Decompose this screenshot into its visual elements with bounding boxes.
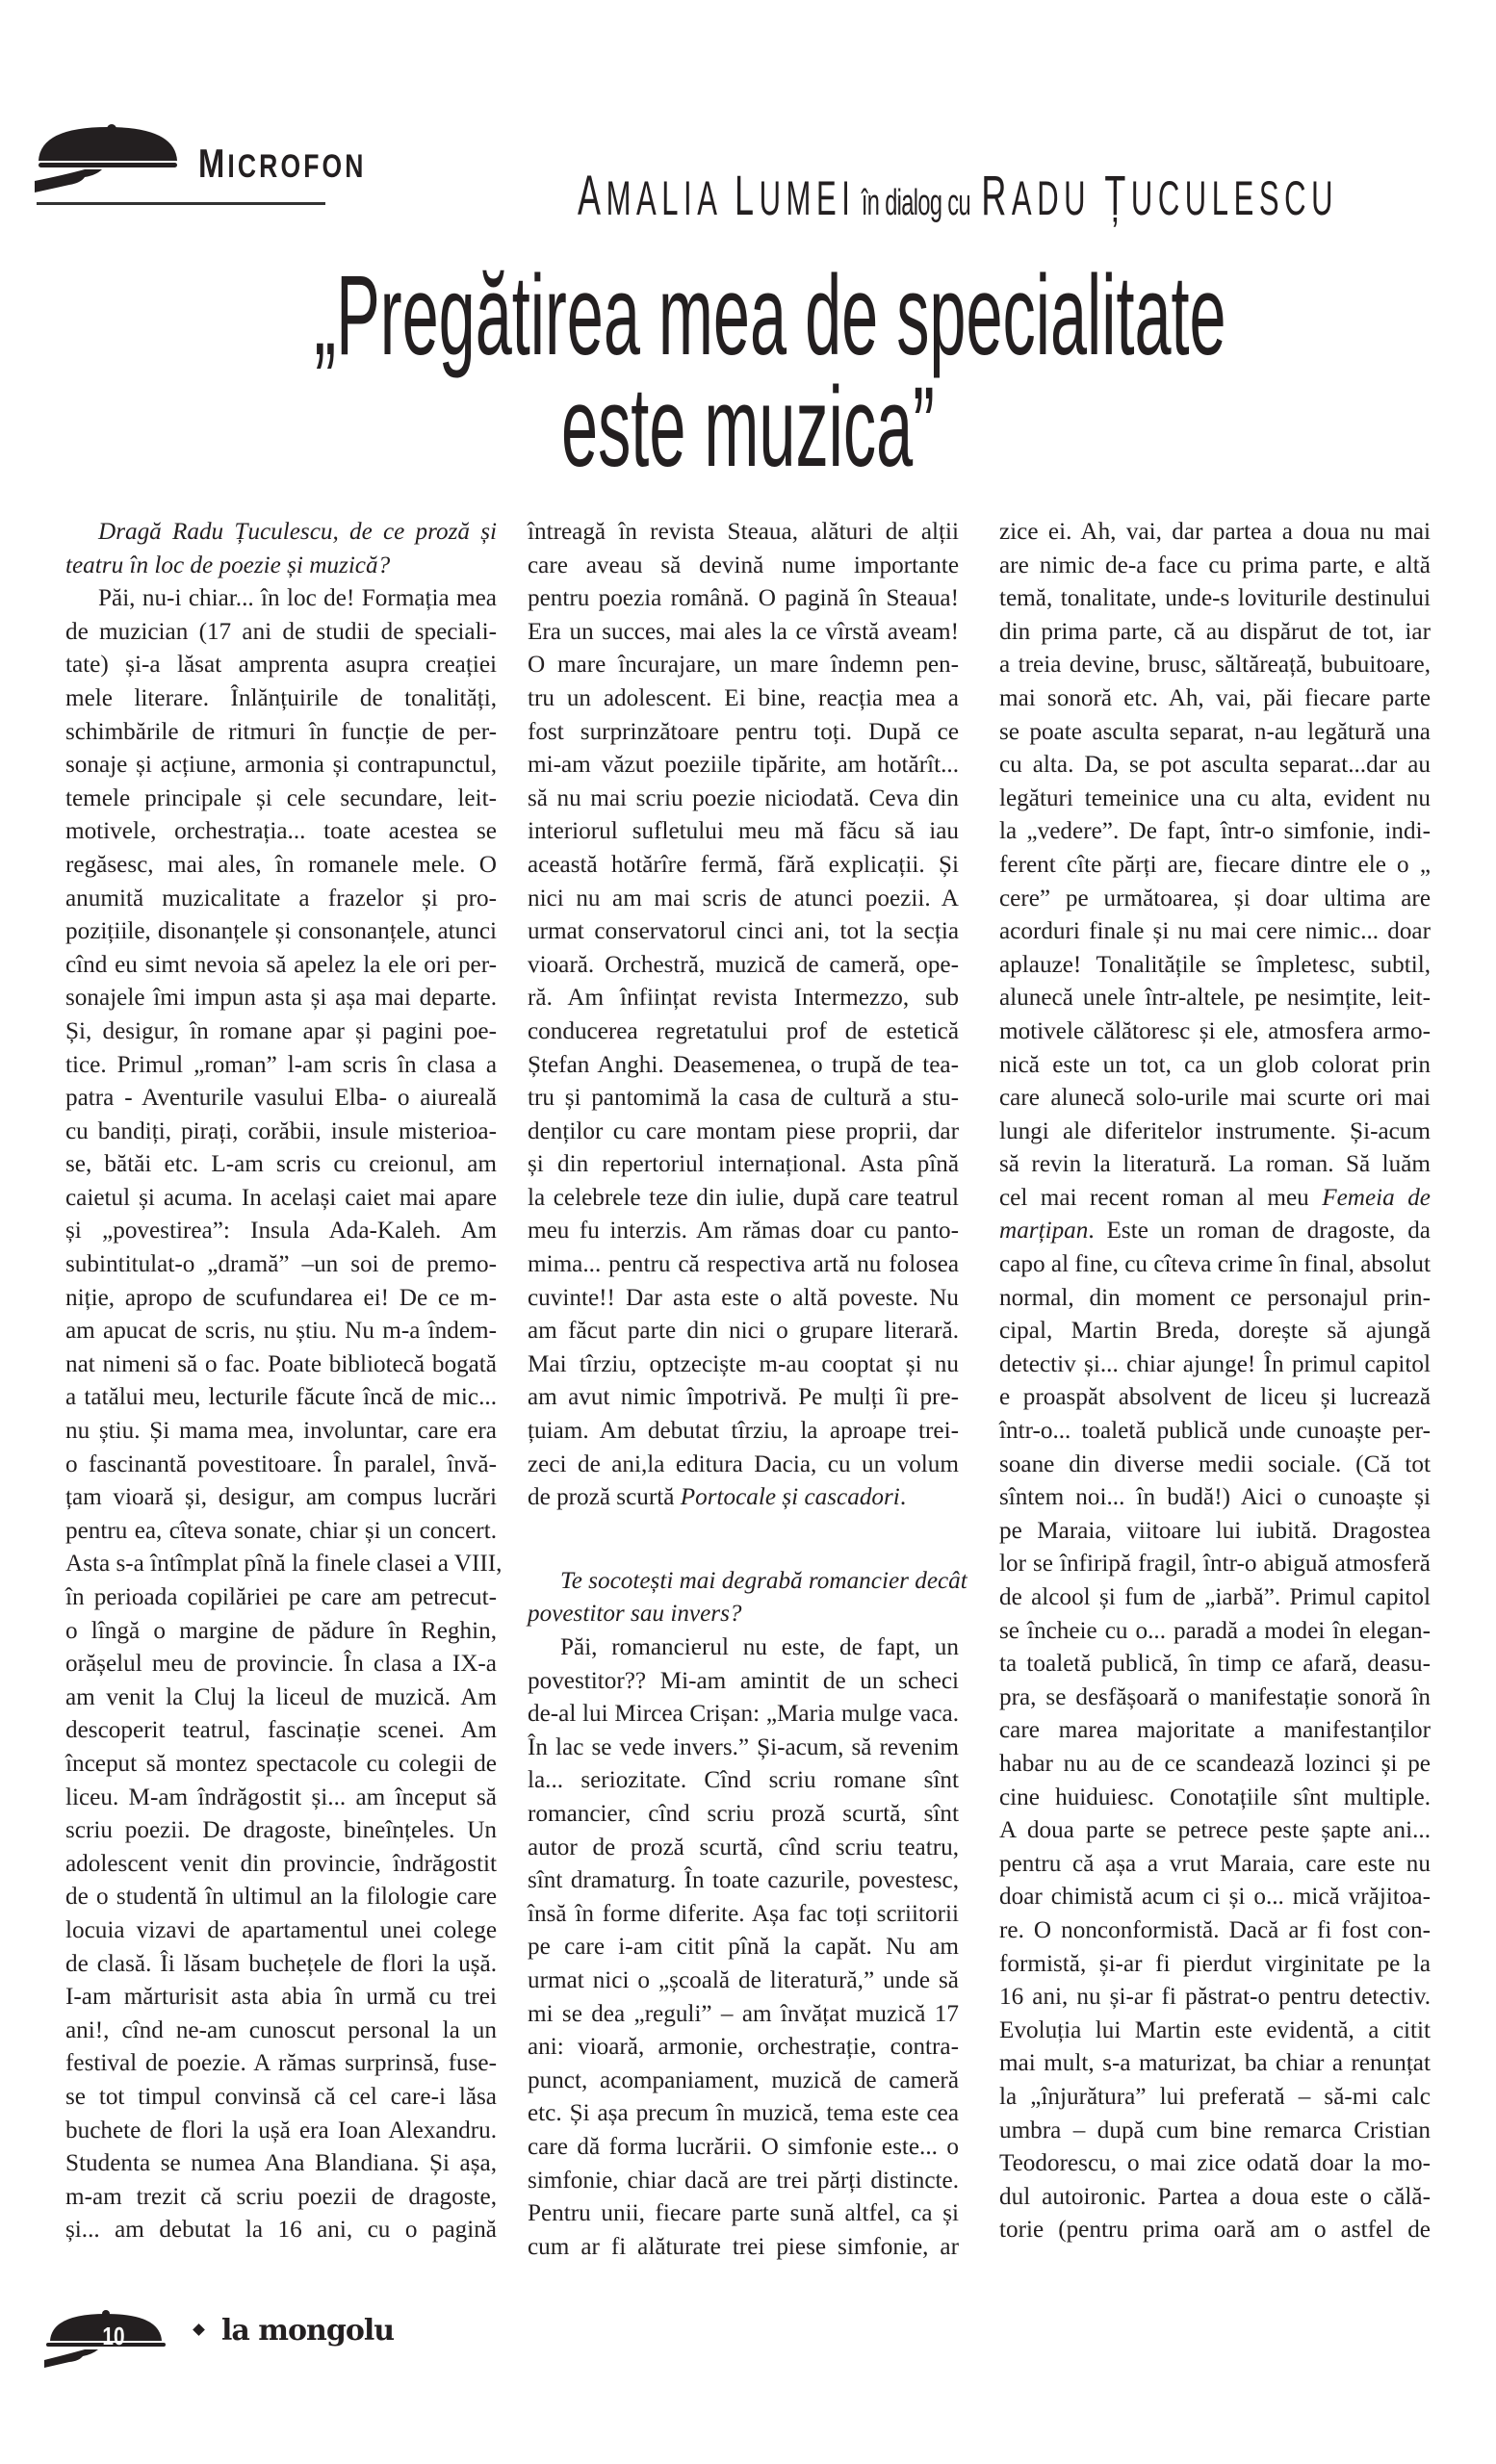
byline (578, 164, 1338, 228)
body-text-line: să nu mai scriu poezie niciodată. Ceva din (528, 784, 959, 811)
body-text-line: umbra – după cum bine remarca Cristian (999, 2117, 1431, 2143)
article-column-2 (528, 516, 967, 2264)
interviewee-name: RADU ȚUCULESCU (981, 165, 1339, 227)
body-text-line: de alcool și fum de „iarbă”. Primul capitol (999, 1584, 1431, 1610)
body-text-line: autor de proză scurtă, cînd scriu teatru, (528, 1834, 959, 1861)
body-text-line: nu știu. Și mama mea, involuntar, care era (65, 1418, 497, 1445)
section-label-initial: M (198, 141, 228, 186)
body-text-line: pe care i-am citit pînă la capăt. Nu am (528, 1934, 959, 1961)
body-text-line: mi se dea „reguli” – am învățat muzică 17 (528, 2000, 959, 2027)
body-text-line: mai mult, s-a maturizat, ba chiar a renunțat (999, 2050, 1431, 2077)
body-text-line: romancier, cînd scriu proză scurtă, sînt (528, 1800, 959, 1827)
body-text-line: țam vioară și, desigur, am compus lucrări (65, 1484, 497, 1511)
body-text-line: mele literare. Înlănțuirile de tonalități, (65, 684, 497, 711)
body-text-line: marțipan. Este un roman de dragoste, da (999, 1218, 1431, 1245)
body-text-line: am apucat de scris, nu știu. Nu m-a îndem- (65, 1318, 497, 1345)
body-text-line: buchete de flori la ușă era Ioan Alexandru. (65, 2117, 497, 2143)
body-text-line: mi-am văzut poeziile tipărite, am hotărît... (528, 752, 959, 779)
body-text-line: la „înjurătura” lui preferată – să-mi calc (999, 2083, 1431, 2110)
body-text-line: sînt dramaturg. În toate cazurile, povestesc, (528, 1867, 959, 1894)
body-text-line: lungi ale diferitelor instrumente. Și-acum (999, 1117, 1431, 1144)
body-text-line: nici nu am mai scris de atunci poezii. A (528, 885, 959, 911)
body-text-line: nică este un tot, ca un glob colorat prin (999, 1051, 1431, 1078)
body-text-line: sîntem noi... în budă!) Aici o cunoaște și (999, 1484, 1431, 1511)
body-text-line: însă în forme diferite. Așa fac toți scriitorii (528, 1900, 959, 1927)
body-text-line: a treia devine, brusc, săltăreață, bubuitoare, (999, 652, 1431, 679)
body-text-line: cel mai recent roman al meu Femeia de (999, 1184, 1431, 1211)
body-text-line: cu alta. Da, se pot asculta separat...dar au (999, 752, 1431, 779)
body-text-line: motivele, orchestrația... toate acestea se (65, 818, 497, 845)
body-text-line: și „povestirea”: Insula Ada-Kaleh. Am (65, 1218, 497, 1245)
body-text-line: nat nimeni să o fac. Poate bibliotecă bogată (65, 1350, 497, 1377)
diamond-bullet-icon (193, 2323, 205, 2336)
body-text-line: dul autoironic. Partea a doua este o călă- (999, 2183, 1431, 2210)
body-text-line: are nimic de-a face cu prima parte, e altă (999, 552, 1431, 578)
page-footer (50, 2314, 435, 2381)
body-text-line: motivele călătoresc și ele, atmosfera armo- (999, 1017, 1431, 1044)
body-text-line: și... am debutat la 16 ani, cu o pagină (65, 2217, 497, 2244)
body-text-line: scriu poezii. De dragoste, bineînțeles. Un (65, 1817, 497, 1844)
body-text-line: temele principale și cele secundare, leit- (65, 784, 497, 811)
body-text-line: Ștefan Anghi. Deasemenea, o trupă de tea- (528, 1051, 959, 1078)
body-text-line: mai sonoră etc. Ah, vai, păi fiecare parte (999, 684, 1431, 711)
body-text-line: Era un succes, mai ales la ce vîrstă aveam! (528, 618, 959, 645)
body-text-line: fost surprinzătoare pentru toți. După ce (528, 718, 959, 745)
section-label-rest: ICROFON (227, 148, 367, 185)
title-line-2: este muzica” (561, 364, 935, 491)
body-text-line: zeci de ani,la editura Dacia, cu un volum (528, 1450, 959, 1477)
body-text-line: zice ei. Ah, vai, dar partea a doua nu mai (999, 519, 1431, 545)
body-text-line: o fascinantă povestitoare. În paralel, învă- (65, 1450, 497, 1477)
book-title: Portocale și cascadori (680, 1484, 900, 1511)
byline-connector: în dialog cu (861, 183, 970, 223)
body-text-line: detectiv și... chiar ajunge! În primul capitol (999, 1350, 1431, 1377)
body-text-line: pentru că așa a vrut Maraia, care este nu (999, 1850, 1431, 1877)
body-text-line: legături temeinice una cu alta, evident nu (999, 784, 1431, 811)
body-text-line: din prima parte, că au dispărut de tot, iar (999, 618, 1431, 645)
publication-logo: la mongolu (221, 2314, 395, 2348)
body-text-line: de-al lui Mircea Crișan: „Maria mulge vaca. (528, 1701, 959, 1728)
body-text-line: Păi, romancierul nu este, de fapt, un (560, 1634, 959, 1660)
body-text-line: am venit la Cluj la liceul de muzică. Am (65, 1683, 497, 1710)
body-text-line: tru și pantomimă la casa de cultură a stu- (528, 1085, 959, 1112)
body-text-line: punct, acompaniament, muzică de cameră (528, 2066, 959, 2093)
body-text-line: care marea majoritate a manifestanților (999, 1717, 1431, 1744)
body-text-line: denților cu care montam piese proprii, dar (528, 1117, 959, 1144)
body-text-line: niție, apropo de scufundarea ei! De ce m- (65, 1284, 497, 1311)
body-text-line: re. O nonconformistă. Dacă ar fi fost con- (999, 1916, 1431, 1943)
body-text-line: cînd eu simt nevoia să apelez la ele ori per- (65, 951, 497, 978)
body-text-line: capo al fine, cu cîteva crime în final, absolut (999, 1251, 1431, 1278)
body-text-line: pe Maraia, viitoare lui iubită. Dragostea (999, 1517, 1431, 1544)
body-text-line: regăsesc, mai ales, în romanele mele. O (65, 851, 497, 878)
section-header (35, 123, 503, 200)
body-text-line: soane din diverse medii sociale. (Că tot (999, 1450, 1431, 1477)
body-text-line: pentru ea, cîteva sonate, chiar și un concert. (65, 1517, 497, 1544)
body-text-line: 16 ani, nu și-ar fi păstrat-o pentru detectiv. (999, 1984, 1431, 2011)
interview-question-line: teatru în loc de poezie și muzică? (65, 552, 391, 578)
body-text-line: interiorul sufletului meu mă făcu să iau (528, 818, 959, 845)
body-text-line: formistă, și-ar fi pierdut virginitate pe la (999, 1950, 1431, 1977)
book-title: Femeia de (1322, 1184, 1431, 1211)
interview-question-line: povestitor sau invers? (528, 1601, 742, 1628)
body-text-line: început să montez spectacole cu colegii de (65, 1750, 497, 1777)
body-text-line: schimbările de ritmuri în funcție de per- (65, 718, 497, 745)
body-text-line: Mai tîrziu, optzeciște m-au cooptat și nu (528, 1350, 959, 1377)
body-text-line: în perioada copilăriei pe care am petrecut- (65, 1584, 497, 1610)
paragraph-gap (528, 1515, 959, 1565)
body-text-line: vioară. Orchestră, muzică de cameră, ope- (528, 951, 959, 978)
body-text-line: meu fu interzis. Am rămas doar cu panto- (528, 1218, 959, 1245)
page-number: 10 (102, 2322, 125, 2350)
article-title (0, 252, 1496, 491)
body-text-line: cipal, Martin Breda, dorește să ajungă (999, 1318, 1431, 1345)
body-text-line: am făcut parte din nici o grupare literară. (528, 1318, 959, 1345)
body-text-line: O mare încurajare, un mare îndemn pen- (528, 652, 959, 679)
body-text-line: e proaspăt absolvent de liceu și lucrează (999, 1384, 1431, 1411)
body-text-line: ferent cîte părți are, fiecare dintre ele o „ (999, 851, 1431, 878)
body-text-line: Pentru unii, fiecare parte sună altfel, ca și (528, 2200, 959, 2227)
body-text-line: care alunecă solo-urile mai scurte ori mai (999, 1085, 1431, 1112)
body-text-line: care aveau să devină nume importante (528, 552, 959, 578)
article-column-1 (65, 516, 503, 2247)
body-text-line: pentru poezia română. O pagină în Steaua! (528, 585, 959, 612)
body-text-line: Păi, nu-i chiar... în loc de! Formația mea (98, 585, 497, 612)
body-text-line: întreagă în revista Steaua, alături de alții (528, 519, 959, 545)
body-text-line: această hotărîre fermă, fără explicații. Și (528, 851, 959, 878)
body-text-line: tru un adolescent. Ei bine, reacția mea a (528, 684, 959, 711)
body-text-line: urmat nici o „școală de literatură,” unde să (528, 1966, 959, 1993)
body-text-line: pozițiile, disonanțele și consonanțele, atunci (65, 918, 497, 945)
body-text-line: tice. Primul „roman” l-am scris în clasa a (65, 1051, 497, 1078)
book-title: marțipan (999, 1218, 1089, 1245)
article-column-3 (999, 516, 1431, 2247)
body-text-line: Teodorescu, o mai zice odată doar la mo- (999, 2150, 1431, 2177)
body-text-line: cu bandiți, pirați, corăbii, insule misterioa- (65, 1117, 497, 1144)
title-line-1: „Pregătirea mea de specialitate (314, 252, 1226, 379)
body-text-line: a tatălui meu, lecturile făcute încă de mic... (65, 1384, 497, 1411)
body-text-line: orășelul meu de provincie. În clasa a IX-a (65, 1651, 497, 1678)
body-text-line: anumită muzicalitate a frazelor și pro- (65, 885, 497, 911)
body-text-line: mima... pentru că respectiva artă nu folosea (528, 1251, 959, 1278)
body-text-line: se poate asculta separat, n-au legătură una (999, 718, 1431, 745)
body-text-line: o lîngă o margine de pădure în Reghin, (65, 1617, 497, 1644)
body-text-line: conducerea regretatului prof de estetică (528, 1017, 959, 1044)
body-text-line: am avut nimic împotrivă. Pe mulți îi pre- (528, 1384, 959, 1411)
body-text-line: la... seriozitate. Cînd scriu romane sînt (528, 1767, 959, 1794)
interviewer-name: AMALIA LUMEI (578, 165, 856, 227)
body-text-line: lor se înfiripă fragil, într-o abiguă atmosferă (999, 1551, 1431, 1578)
body-text-line: ani: vioară, armonie, orchestrație, contra- (528, 2034, 959, 2061)
body-text-line: sonaje și acțiune, armonia și contrapunctul, (65, 752, 497, 779)
body-text-line: și din repertoriul internațional. Asta pînă (528, 1151, 959, 1178)
body-text-line: caietul și acuma. In același caiet mai apare (65, 1184, 497, 1211)
body-text-line: acorduri finale și nu mai cere nimic... doar (999, 918, 1431, 945)
body-text-line: adolescent venit din provincie, îndrăgostit (65, 1850, 497, 1877)
body-text-line: ta toaletă publică, în timp ce afară, deasu- (999, 1651, 1431, 1678)
body-text-line: temă, tonalitate, unde-s loviturile destinului (999, 585, 1431, 612)
body-text-line: m-am trezit că scriu poezii de dragoste, (65, 2183, 497, 2210)
body-text-line: sonajele îmi impun asta și așa mai departe. (65, 985, 497, 1012)
body-text-line: de o studentă în ultimul an la filologie care (65, 1884, 497, 1911)
body-text-line: care dă forma lucrării. O simfonie este... o (528, 2133, 959, 2160)
body-text-line: se, bătăi etc. L-am scris cu creionul, am (65, 1151, 497, 1178)
body-text-line: descoperit teatrul, fascinație scenei. Am (65, 1717, 497, 1744)
body-text-line: cine huiduiesc. Conotațiile sînt multiple. (999, 1784, 1431, 1810)
body-text-line: la celebrele teze din iulie, după care teatrul (528, 1184, 959, 1211)
body-text-line: cum ar fi alăturate trei piese simfonie, ar (528, 2233, 959, 2260)
body-text-line: doar chimistă acum ci și o... mică vrăjitoa- (999, 1884, 1431, 1911)
body-text-line: patra - Aventurile vasului Elba- o aiureală (65, 1085, 497, 1112)
body-text-line: Asta s-a întîmplat pînă la finele clasei a VIII, (65, 1551, 503, 1578)
body-text-line: țuiam. Am debutat tîrziu, la aproape trei- (528, 1418, 959, 1445)
body-text-line: habar nu au de ce scandează lozinci și pe (999, 1750, 1431, 1777)
body-text-line: normal, din moment ce personajul prin- (999, 1284, 1431, 1311)
body-text-line: torie (pentru prima oară am o astfel de (999, 2217, 1431, 2244)
body-text-line: liceu. M-am îndrăgostit și... am început să (65, 1784, 497, 1810)
body-text-line: se tot timpul convinsă că cel care-i lăsa (65, 2083, 497, 2110)
section-divider (37, 202, 325, 205)
body-text-line: de proză scurtă Portocale și cascadori. (528, 1484, 907, 1511)
body-text-line: A doua parte se petrece peste șapte ani... (999, 1817, 1431, 1844)
body-text-line: Evoluția lui Martin este evidentă, a citit (999, 2016, 1431, 2043)
body-text-line: într-o... toaletă publică unde cunoaște per- (999, 1418, 1431, 1445)
body-text-line: locuia vizavi de apartamentul unei colege (65, 1916, 497, 1943)
body-text-line: aplauze! Tonalitățile se împletesc, subtil, (999, 951, 1431, 978)
body-text-line: urmat conservatorul cinci ani, tot la secția (528, 918, 959, 945)
body-text-line: cere” pe următoarea, și doar ultima are (999, 885, 1431, 911)
body-text-line: ani!, cînd ne-am cunoscut personal la un (65, 2016, 497, 2043)
body-text-line: În lac se vede invers.” Și-acum, să revenim (528, 1733, 959, 1760)
interview-question-line: Te socotești mai degrabă romancier decât (560, 1567, 967, 1594)
body-text-line: ră. Am înființat revista Intermezzo, sub (528, 985, 959, 1012)
body-text-line: povestitor?? Mi-am amintit de un scheci (528, 1667, 959, 1694)
body-text-line: festival de poezie. A rămas surprinsă, fuse- (65, 2050, 497, 2077)
body-text-line: de muzician (17 ani de studii de speciali- (65, 618, 497, 645)
body-text-line: alunecă unele într-altele, pe nesimțite, leit- (999, 985, 1431, 1012)
body-text-line: Studenta se numea Ana Blandiana. Și așa, (65, 2150, 497, 2177)
body-text-line: pra, se desfășoară o manifestație sonoră în (999, 1683, 1431, 1710)
body-text-line: I-am mărturisit asta abia în urmă cu trei (65, 1984, 497, 2011)
body-text-line: Și, desigur, în romane apar și pagini poe- (65, 1017, 497, 1044)
body-text-line: tate) și-a lăsat amprenta asupra creației (65, 652, 497, 679)
body-text-line: de clasă. Îi lăsam buchețele de flori la ușă. (65, 1950, 497, 1977)
body-text-line: etc. Și așa precum în muzică, tema este cea (528, 2100, 959, 2127)
interview-question-line: Dragă Radu Țuculescu, de ce proză și (98, 519, 497, 545)
body-text-line: la „vedere”. De fapt, într-o simfonie, indi- (999, 818, 1431, 845)
cloche-serving-tray-icon (35, 123, 179, 200)
section-label (198, 141, 367, 187)
body-text-line: cuvinte!! Dar asta este o altă poveste. Nu (528, 1284, 959, 1311)
body-text-line: se încheie cu o... paradă a modei în elegan- (999, 1617, 1431, 1644)
body-text-line: să revin la literatură. La roman. Să luăm (999, 1151, 1431, 1178)
body-text-line: simfonie, chiar dacă are trei părți distincte. (528, 2167, 959, 2194)
body-text-line: subintitulat-o „dramă” –un soi de premo- (65, 1251, 497, 1278)
